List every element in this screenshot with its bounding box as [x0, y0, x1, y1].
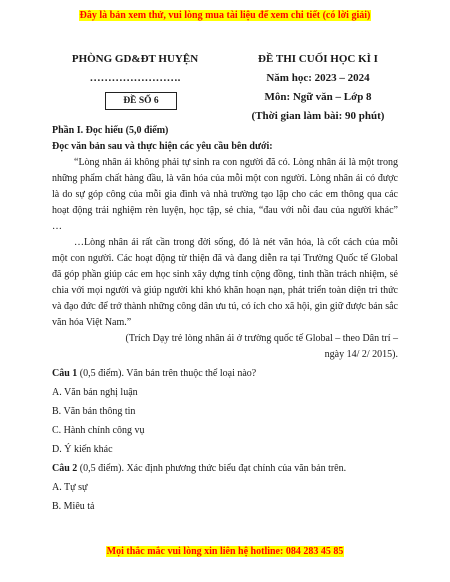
time-limit: (Thời gian làm bài: 90 phút): [251, 110, 385, 122]
question-2-label: Câu 2: [52, 463, 78, 474]
exam-code-box: ĐỀ SỐ 6: [105, 92, 177, 110]
header-left: [40, 50, 230, 88]
question-1-option-c: C. Hành chính công vụ: [52, 425, 145, 436]
section-title: Phần I. Đọc hiểu (5,0 điểm): [52, 125, 169, 136]
question-1-option-b: B. Văn bản thông tin: [52, 406, 136, 417]
header-right: [218, 50, 418, 126]
citation-line-1: (Trích Dạy trẻ lòng nhân ái ở trường quốc tế Global – theo Dân trí –: [125, 333, 398, 344]
question-1-option-d: D. Ý kiến khác: [52, 444, 113, 455]
section-instruction: Đọc văn bản sau và thực hiện các yêu cầu bên dưới:: [52, 141, 273, 152]
question-1-option-a: A. Văn bản nghị luận: [52, 387, 138, 398]
passage-paragraph-1: “Lòng nhân ái không phải tự sinh ra con người đã có. Lòng nhân ái là một trong những phẩm chất hàng đầu, là văn hóa của mỗi một con người. Lòng nhân ái có được là do sự góp công của mỗi gia đình và nhà trường tạo lập cho các em thông qua các hoạt động trải nghiệm rèn luyện, học tập, sẻ chia, “đau với nỗi đau của người khác” …: [52, 157, 398, 232]
question-1-text: (0,5 điểm). Văn bản trên thuộc thể loại nào?: [77, 368, 257, 379]
exam-title: ĐỀ THI CUỐI HỌC KÌ I: [258, 53, 378, 65]
hotline-footer: [0, 546, 450, 557]
question-1-label: Câu 1: [52, 368, 78, 379]
department-name: PHÒNG GD&ĐT HUYỆN: [71, 53, 199, 65]
preview-banner-text: Đây là bản xem thử, vui lòng mua tài liệu để xem chi tiết (có lời giải): [79, 10, 371, 21]
question-2-text: (0,5 điểm). Xác định phương thức biểu đạt chính của văn bản trên.: [77, 463, 347, 474]
question-2-option-a: A. Tự sự: [52, 482, 88, 493]
subject-line: Môn: Ngữ văn – Lớp 8: [264, 91, 372, 103]
citation-line-2: ngày 14/ 2/ 2015).: [324, 349, 398, 360]
hotline-text: Mọi thắc mắc vui lòng xin liên hệ hotline: 084 283 45 85: [106, 546, 344, 557]
question-2-option-b: B. Miêu tả: [52, 501, 95, 512]
school-year: Năm học: 2023 – 2024: [266, 72, 370, 84]
question-1: [52, 366, 398, 382]
exam-content: [52, 123, 398, 515]
question-2: [52, 461, 398, 477]
department-dots: …………………….: [89, 72, 181, 84]
preview-banner: [0, 10, 450, 21]
passage-paragraph-2: …Lòng nhân ái rất cần trong đời sống, đó là nét văn hóa, là cốt cách của mỗi một con người. Các hoạt động từ thiện đã và đang diễn ra tại Trường Quốc tế Global đã góp phần giúp các em học sinh xây dựng tính cộng đồng, tinh thần trách nhiệm, sẻ chia với mọi người và giúp người khi khó khăn hoạn nạn, phát triển toàn diện tri thức và đạo đức để trở thành những công dân ưu tú, có ích cho xã hội, gìn giữ được bản sắc văn hóa Việt Nam.”: [52, 237, 398, 328]
